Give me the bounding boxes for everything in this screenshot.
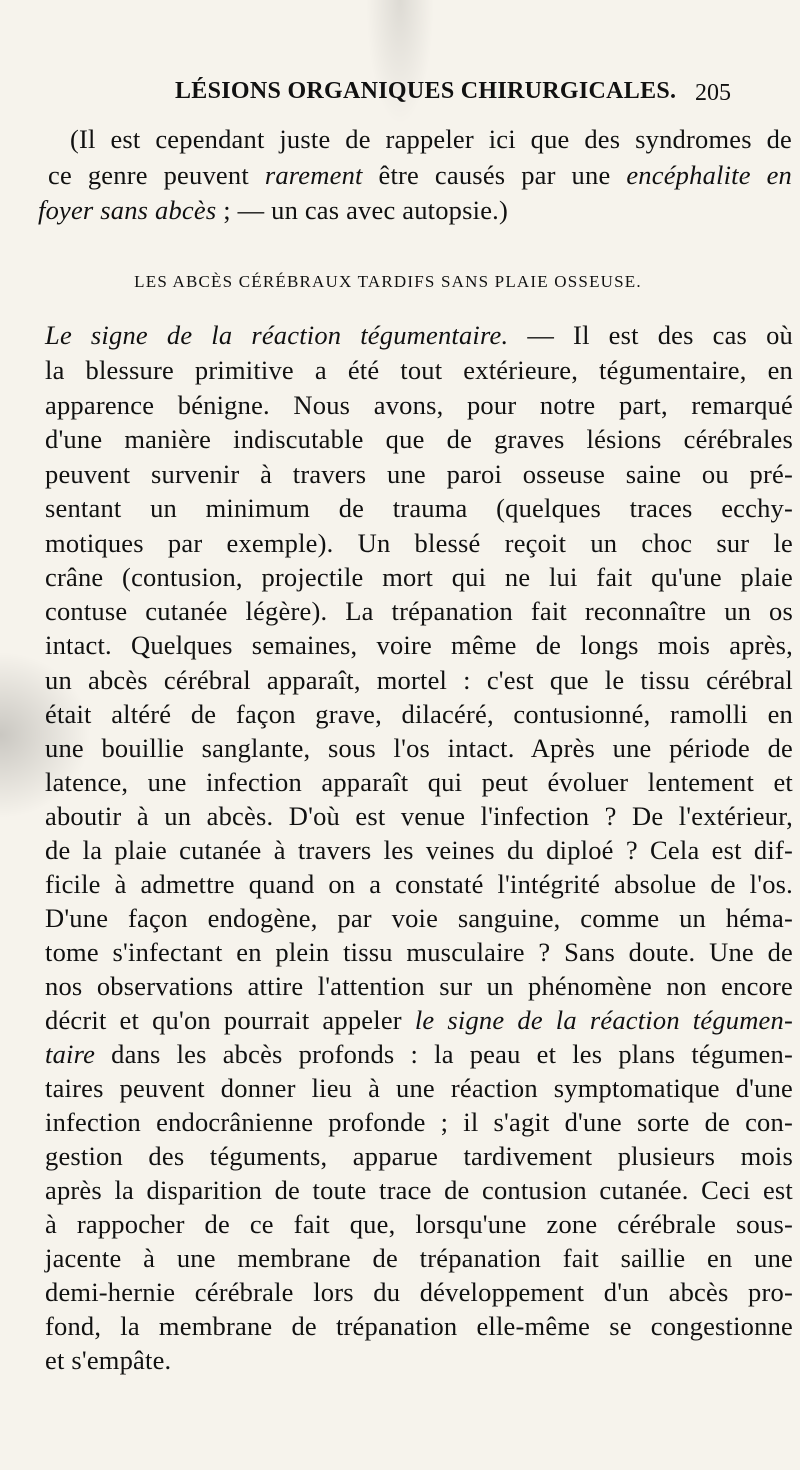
body-line-10: intact. Quelques semaines, voire même de longs mois après, (45, 630, 793, 660)
running-title: LÉSIONS ORGANIQUES CHIRURGICALES. (175, 78, 677, 104)
body-line-13: une bouillie sanglante, sous l'os intact. Après une période de (45, 733, 793, 763)
body-line-2: la blessure primitive a été tout extérieure, tégumentaire, en (45, 355, 793, 385)
body-line-21: décrit et qu'on pourrait appeler le signe de la réaction tégumen- (45, 1005, 793, 1035)
body-line-17: ficile à admettre quand on a constaté l'intégrité absolue de l'os. (45, 869, 793, 899)
body-line-20: nos observations attire l'attention sur un phénomène non encore (45, 971, 793, 1001)
body-line-18: D'une façon endogène, par voie sanguine, comme un héma- (45, 903, 793, 933)
intro-line-1: (Il est cependant juste de rappeler ici que des syndromes de (70, 124, 792, 154)
body-line-16: de la plaie cutanée à travers les veines du diploé ? Cela est dif- (45, 835, 793, 865)
body-line-9: contuse cutanée légère). La trépanation fait reconnaître un os (45, 596, 793, 626)
body-line-14: latence, une infection apparaît qui peut évoluer lentement et (45, 767, 793, 797)
body-line-11: un abcès cérébral apparaît, mortel : c'est que le tissu cérébral (45, 665, 793, 695)
body-line-19: tome s'infectant en plein tissu musculaire ? Sans doute. Une de (45, 937, 793, 967)
intro-line-2: ce genre peuvent rarement être causés par une encéphalite en (48, 160, 793, 190)
body-line-26: après la disparition de toute trace de contusion cutanée. Ceci est (45, 1175, 793, 1205)
body-line-25: gestion des téguments, apparue tardivement plusieurs mois (45, 1141, 793, 1171)
body-line-5: peuvent survenir à travers une paroi osseuse saine ou pré- (45, 459, 793, 489)
body-line-8: crâne (contusion, projectile mort qui ne lui fait qu'une plaie (45, 562, 793, 592)
body-line-1: Le signe de la réaction tégumentaire. — Il est des cas où (45, 320, 793, 350)
section-heading: LES ABCÈS CÉRÉBRAUX TARDIFS SANS PLAIE OSSEUSE. (134, 272, 642, 291)
page-number: 205 (695, 80, 731, 106)
body-line-15: aboutir à un abcès. D'où est venue l'infection ? De l'extérieur, (45, 801, 793, 831)
body-line-22: taire dans les abcès profonds : la peau et les plans tégumen- (45, 1039, 793, 1069)
body-line-24: infection endocrânienne profonde ; il s'agit d'une sorte de con- (45, 1107, 793, 1137)
body-line-4: d'une manière indiscutable que de graves lésions cérébrales (45, 424, 793, 454)
body-line-28: jacente à une membrane de trépanation fait saillie en une (45, 1243, 793, 1273)
body-line-27: à rappocher de ce fait que, lorsqu'une zone cérébrale sous- (45, 1209, 793, 1239)
body-line-6: sentant un minimum de trauma (quelques traces ecchy- (45, 493, 793, 523)
body-line-12: était altéré de façon grave, dilacéré, contusionné, ramolli en (45, 699, 793, 729)
body-line-23: taires peuvent donner lieu à une réaction symptomatique d'une (45, 1073, 793, 1103)
body-line-31: et s'empâte. (45, 1345, 172, 1375)
body-line-30: fond, la membrane de trépanation elle-même se congestionne (45, 1311, 793, 1341)
body-line-7: motiques par exemple). Un blessé reçoit un choc sur le (45, 528, 793, 558)
intro-line-3: foyer sans abcès ; — un cas avec autopsie.) (38, 195, 509, 225)
body-line-29: demi-hernie cérébrale lors du développement d'un abcès pro- (45, 1277, 793, 1307)
body-line-3: apparence bénigne. Nous avons, pour notre part, remarqué (45, 390, 793, 420)
